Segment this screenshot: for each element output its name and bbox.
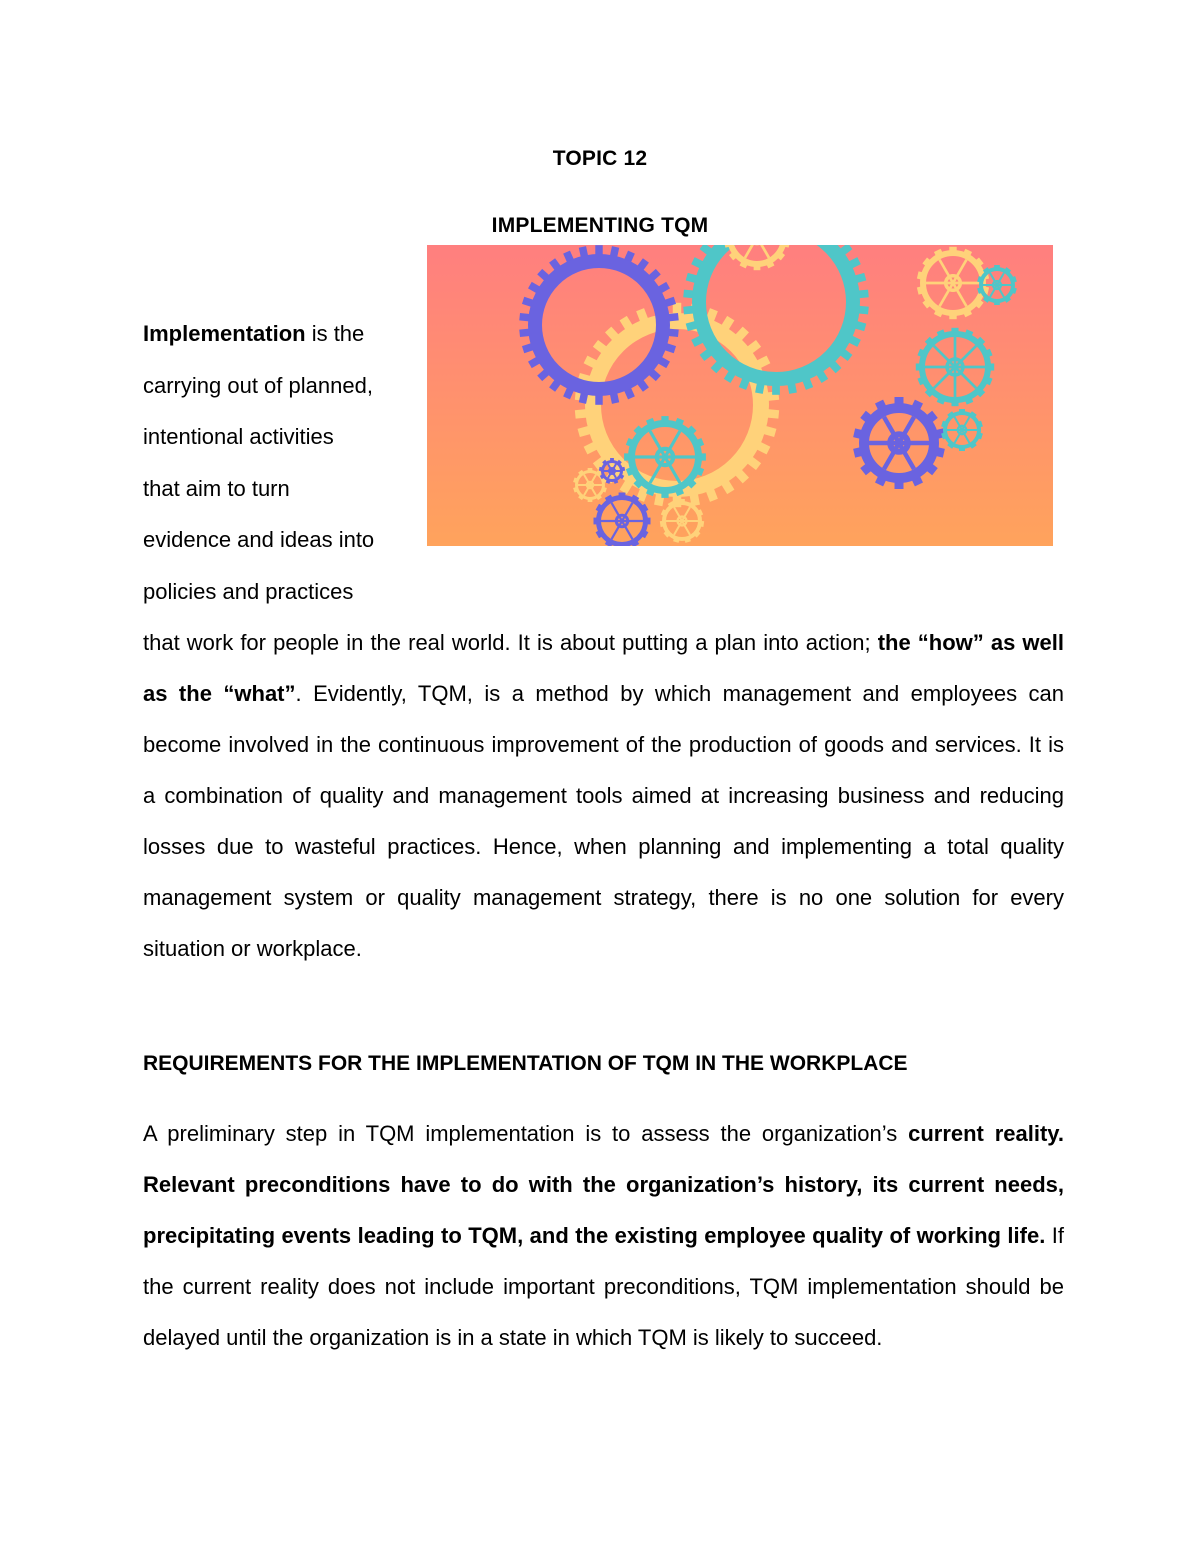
intro-line-text: that aim to turn: [143, 475, 290, 501]
gear-icon: [916, 328, 994, 406]
intro-line: [143, 463, 418, 515]
intro-line: [143, 360, 418, 412]
section-heading: REQUIREMENTS FOR THE IMPLEMENTATION OF TQM IN THE WORKPLACE: [143, 1052, 908, 1075]
page-title: IMPLEMENTING TQM: [491, 214, 709, 237]
gear-tooth: [595, 245, 602, 255]
gear-tooth: [683, 290, 693, 299]
topic-label: TOPIC 12: [552, 147, 648, 170]
intro-line-text: intentional activities: [143, 424, 334, 449]
paragraph-bold-text: the “how” as well as the “what”: [143, 630, 1064, 706]
gear-tooth: [595, 395, 602, 405]
gear-tooth: [683, 306, 693, 315]
paragraph-text: . Evidently, TQM, is a method by which management and employees can become involved in the continuous improvement of the production of goods and services. It is a combination of quality and management tools aimed at increasing business and reducing losses due to wasteful practices. Hence, when planning and implementing a total quality management system or quality management strategy, there is no one solution for every situation or workplace.: [143, 681, 1065, 961]
paragraph-bold-text: current reality. Relevant preconditions have to do with the organization’s history, its current needs, precipitating events leading to TQM, and the existing employee quality of working life.: [143, 1121, 1064, 1248]
intro-bold-term: Implementation: [143, 321, 306, 346]
gear-tooth: [895, 482, 904, 489]
intro-line-text: evidence and ideas into: [143, 527, 375, 552]
gear-tooth: [575, 409, 587, 418]
intro-line: [143, 411, 418, 463]
intro-line-text: is the: [305, 321, 365, 346]
gear-tooth: [767, 409, 779, 418]
intro-text: [143, 308, 418, 617]
paragraph-text: A preliminary step in TQM implementation is to assess the organization’s: [143, 1121, 909, 1146]
gear-tooth: [895, 397, 904, 404]
gear-tooth: [858, 306, 868, 315]
intro-line: [143, 566, 418, 618]
paragraph-text: If the current reality does not include important preconditions, TQM implementation should be delayed until the organization is in a state in which TQM is likely to succeed.: [143, 1223, 1065, 1350]
paragraph-implementation: [143, 617, 1064, 974]
intro-line-text: policies and practices: [143, 578, 354, 604]
gears-icon: [427, 245, 1053, 546]
paragraph-text: that work for people in the real world. It is about putting a plan into action;: [143, 630, 878, 655]
gear-tooth: [858, 290, 868, 299]
intro-line: [143, 514, 418, 566]
intro-line: [143, 308, 418, 360]
paragraph-requirements: [143, 1108, 1064, 1363]
intro-line-text: carrying out of planned,: [143, 372, 373, 398]
gears-illustration: [427, 245, 1053, 546]
gear-tooth: [772, 385, 780, 395]
